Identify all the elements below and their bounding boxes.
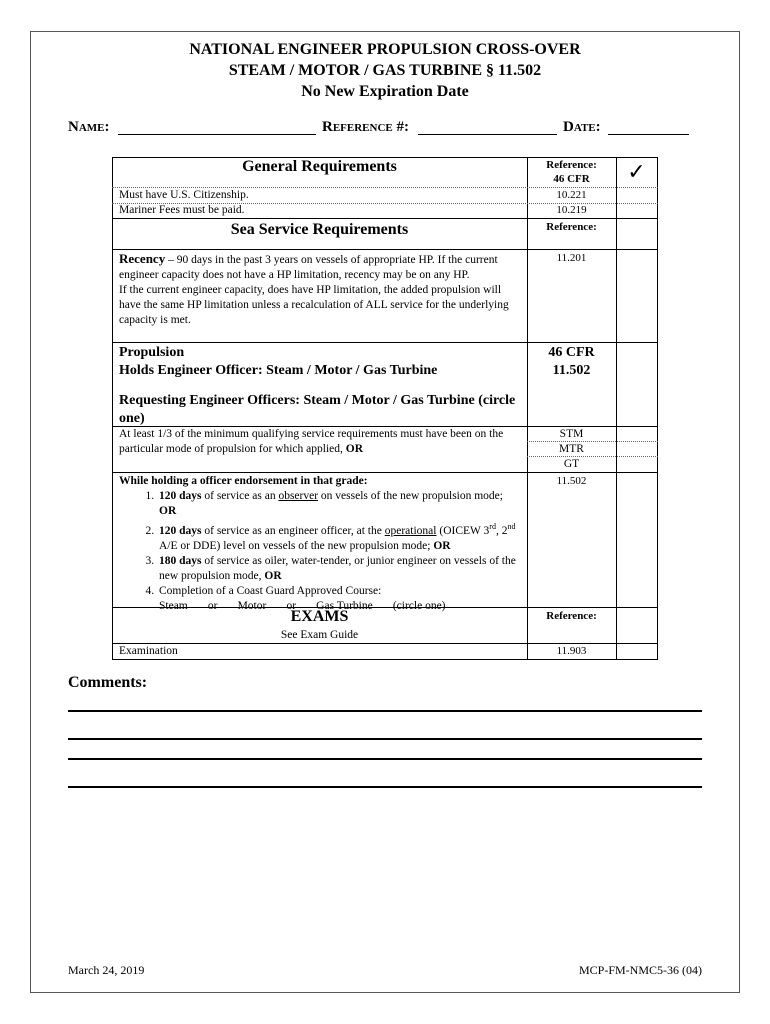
stm-check-box[interactable] — [616, 427, 657, 441]
comment-line[interactable] — [68, 758, 702, 760]
fees-requirement: Mariner Fees must be paid. — [119, 204, 245, 216]
reference-label-1: Reference: 46 CFR — [546, 159, 597, 185]
page-subtitle: STEAM / MOTOR / GAS TURBINE § 11.502 — [228, 62, 542, 79]
date-field[interactable] — [608, 134, 689, 135]
reference-mtr: MTR — [559, 443, 584, 455]
one-third-requirement: At least 1/3 of the minimum qualifying service requirements must have been on the particular mode of propulsion for which applied, OR — [119, 428, 504, 455]
citizenship-check-box[interactable] — [616, 188, 657, 203]
comment-line[interactable] — [68, 738, 702, 740]
name-label: Name: — [68, 119, 110, 135]
fees-check-box[interactable] — [616, 203, 657, 218]
reference-gt: GT — [563, 458, 580, 470]
recency-reference: 11.201 — [556, 252, 587, 264]
gt-check-box[interactable] — [616, 457, 657, 471]
reference-label-3: Reference: — [546, 610, 597, 622]
checkmark-icon: ✓ — [627, 159, 646, 184]
recency-requirement: Recency – 90 days in the past 3 years on vessels of appropriate HP. If the current engineer capacity does not have a HP limitation, recency may be on any HP. If the current engineer capacity, does have HP limitation, the added propulsion will have the same HP limitation unless a recalculation of ALL service for the underlying capacity is met. — [119, 251, 509, 326]
holding-endorsement-block: While holding a officer endorsement in that grade: 1. 120 days of service as an observer on vessels of the new propulsion mode; OR 2. 120 days of service as an engineer officer, at the operational (OICEW 3rd, 2nd A/E or DDE) level on vessels of the new propulsion mode; OR 3. 180 days of service as oiler, water-tender, or junior engineer on vessels of the new propulsion mode, OR 4. Completion of a Coast Guard Approved Course: Steam or Motor or Gas Turbine (circle one) — [119, 474, 523, 614]
citizenship-reference: 10.221 — [556, 189, 587, 201]
holding-reference: 11.502 — [556, 475, 587, 487]
expiration-note: No New Expiration Date — [301, 83, 469, 100]
reference-label-2: Reference: — [546, 221, 597, 233]
mtr-check-box[interactable] — [616, 442, 657, 456]
date-label: Date: — [563, 119, 601, 135]
propulsion-reference: 46 CFR 11.502 — [548, 345, 595, 378]
sea-service-heading: Sea Service Requirements — [230, 221, 409, 238]
option-operational: 2. 120 days of service as an engineer officer, at the operational (OICEW 3rd, 2nd A/E or DDE) level on vessels of the new propulsion mode; OR — [157, 519, 523, 554]
option-observer: 1. 120 days of service as an observer on vessels of the new propulsion mode; OR — [157, 489, 523, 519]
examination-check-box[interactable] — [616, 644, 657, 659]
examination-reference: 11.903 — [556, 645, 587, 657]
fees-reference: 10.219 — [556, 204, 587, 216]
page-title: NATIONAL ENGINEER PROPULSION CROSS-OVER — [189, 41, 581, 58]
holding-check-box[interactable] — [616, 473, 657, 607]
comments-label: Comments: — [68, 674, 148, 691]
option-course: 4. Completion of a Coast Guard Approved Course: Steam or Motor or Gas Turbine (circle one) — [157, 584, 523, 614]
option-oiler: 3. 180 days of service as oiler, water-tender, or junior engineer on vessels of the new propulsion mode, OR — [157, 554, 523, 584]
form-id: MCP-FM-NMC5-36 (04) — [578, 963, 702, 977]
name-field[interactable] — [118, 134, 316, 135]
general-requirements-heading: General Requirements — [242, 158, 397, 175]
recency-check-box[interactable] — [616, 250, 657, 342]
exams-subheading: See Exam Guide — [280, 629, 359, 641]
propulsion-block: Propulsion Holds Engineer Officer: Steam / Motor / Gas Turbine Requesting Engineer Officers: Steam / Motor / Gas Turbine (circle one) — [119, 345, 516, 426]
exams-heading: EXAMS — [290, 608, 349, 625]
examination-row: Examination — [119, 645, 178, 657]
comment-line[interactable] — [68, 710, 702, 712]
reference-label: Reference #: — [322, 119, 409, 135]
citizenship-requirement: Must have U.S. Citizenship. — [119, 189, 249, 201]
reference-stm: STM — [559, 428, 584, 440]
comment-line[interactable] — [68, 786, 702, 788]
footer-date: March 24, 2019 — [68, 963, 145, 977]
reference-field[interactable] — [418, 134, 557, 135]
